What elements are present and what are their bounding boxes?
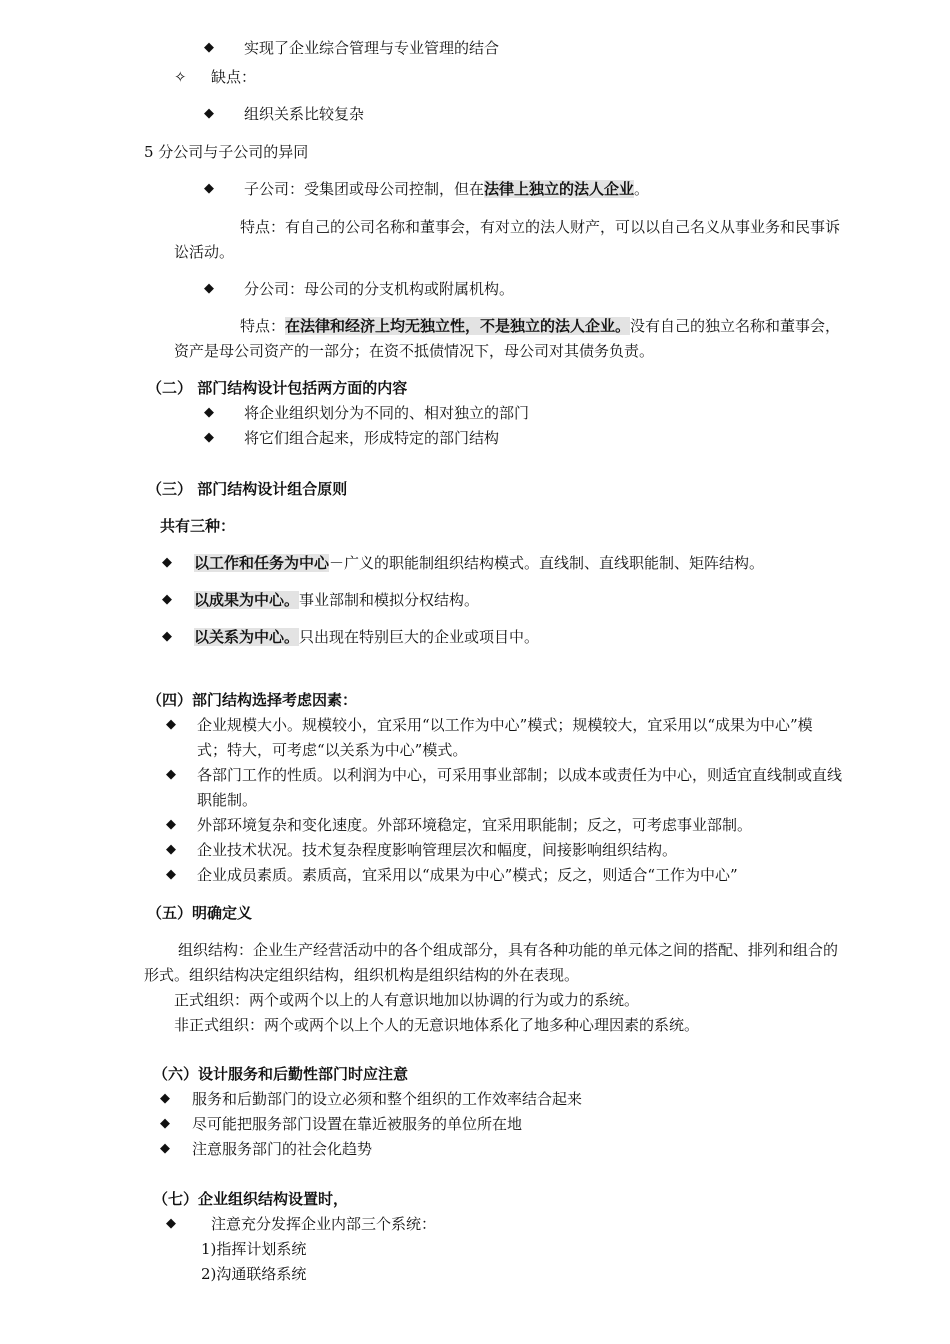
- bullet-icon: ◆: [160, 1091, 170, 1106]
- section-lead: 注意充分发挥企业内部三个系统：: [211, 1215, 437, 1233]
- branch-definition: 分公司：母公司的分支机构或附属机构。: [244, 280, 515, 298]
- principle-text: 只出现在特别巨大的企业或项目中。: [299, 628, 540, 646]
- principle-text: －广义的职能制组织结构模式。直线制、直线职能制、矩阵结构。: [329, 554, 765, 572]
- list-item: 尽可能把服务部门设置在靠近被服务的单位所在地: [192, 1115, 523, 1133]
- list-item: 注意服务部门的社会化趋势: [192, 1140, 373, 1158]
- principle-item: [194, 627, 539, 647]
- factor-line1: 外部环境复杂和变化速度。外部环境稳定，宜采用职能制；反之，可考虑事业部制。: [197, 816, 753, 834]
- system-item: 1)指挥计划系统: [201, 1240, 307, 1258]
- list-item: 实现了企业综合管理与专业管理的结合: [244, 39, 500, 57]
- list-item: 服务和后勤部门的设立必须和整个组织的工作效率结合起来: [192, 1090, 583, 1108]
- definition-line2: 形式。组织结构决定组织结构，组织机构是组织结构的外在表现。: [144, 966, 580, 984]
- factor-line1: 企业技术状况。技术复杂程度影响管理层次和幅度，间接影响组织结构。: [197, 841, 678, 859]
- factor-line1: 各部门工作的性质。以利润为中心，可采用事业部制；以成本或责任为中心，则适宜直线制或直线: [197, 766, 843, 784]
- principle-text: 事业部制和模拟分权结构。: [299, 591, 480, 609]
- bullet-icon: ◆: [162, 555, 172, 570]
- definition-line1: 组织结构：企业生产经营活动中的各个组成部分，具有各种功能的单元体之间的搭配、排列和组合的: [178, 941, 839, 959]
- bullet-icon: ◆: [162, 629, 172, 644]
- bullet-icon: ◆: [166, 1216, 176, 1231]
- bullet-icon: ◆: [204, 181, 214, 196]
- bullet-icon: ◆: [160, 1116, 170, 1131]
- subsidiary-text-a: 子公司：受集团或母公司控制，但在: [244, 180, 485, 198]
- subsidiary-text-b: 。: [634, 180, 650, 198]
- highlighted-phrase: 以工作和任务为中心: [194, 554, 330, 572]
- bullet-icon: ◆: [204, 106, 214, 121]
- subsidiary-feature-line1: 特点：有自己的公司名称和董事会，有对立的法人财产，可以以自己名义从事业务和民事诉: [240, 218, 841, 236]
- bullet-icon: ◆: [166, 717, 176, 732]
- bullet-icon: ◆: [204, 40, 214, 55]
- section-title: （四）部门结构选择考虑因素：: [147, 691, 358, 709]
- bullet-icon: ◆: [166, 767, 176, 782]
- definition-informal: 非正式组织：两个或两个以上个人的无意识地体系化了地多种心理因素的系统。: [174, 1016, 700, 1034]
- star-bullet-icon: ✧: [174, 68, 187, 86]
- bullet-icon: ◆: [204, 281, 214, 296]
- definition-formal: 正式组织：两个或两个以上的人有意识地加以协调的行为或力的系统。: [174, 991, 640, 1009]
- subsidiary-definition: [244, 179, 649, 199]
- principle-item: [194, 590, 479, 610]
- section-lead: 共有三种：: [160, 517, 236, 535]
- principle-item: [194, 553, 764, 573]
- factor-line2: 职能制。: [197, 791, 258, 809]
- branch-feature-line2: 资产是母公司资产的一部分；在资不抵债情况下，母公司对其债务负责。: [174, 342, 655, 360]
- section-title: （七）企业组织结构设置时，: [153, 1190, 349, 1208]
- bullet-icon: ◆: [166, 867, 176, 882]
- bullet-icon: ◆: [162, 592, 172, 607]
- factor-line2: 式；特大，可考虑“以关系为中心”模式。: [197, 741, 468, 759]
- bullet-icon: ◆: [204, 405, 214, 420]
- section-title: （五）明确定义: [147, 904, 253, 922]
- bullet-icon: ◆: [166, 817, 176, 832]
- section-title: （三） 部门结构设计组合原则: [147, 480, 348, 498]
- list-item: 将企业组织划分为不同的、相对独立的部门: [244, 404, 530, 422]
- list-item: 将它们组合起来，形成特定的部门结构: [244, 429, 500, 447]
- subsidiary-feature-line2: 讼活动。: [174, 243, 235, 261]
- bullet-icon: ◆: [166, 842, 176, 857]
- highlighted-phrase: 法律上独立的法人企业: [484, 180, 635, 198]
- system-item: 2)沟通联络系统: [201, 1265, 307, 1283]
- branch-feature-a: 特点：: [240, 317, 286, 335]
- cons-label: 缺点：: [211, 68, 257, 86]
- highlighted-phrase: 在法律和经济上均无独立性，不是独立的法人企业。: [285, 317, 631, 335]
- section-title: 5 分公司与子公司的异同: [144, 143, 309, 161]
- highlighted-phrase: 以成果为中心。: [194, 591, 300, 609]
- factor-line1: 企业成员素质。素质高，宜采用以“成果为中心”模式；反之，则适合“工作为中心”: [197, 866, 738, 884]
- highlighted-phrase: 以关系为中心。: [194, 628, 300, 646]
- branch-feature-b: 没有自己的独立名称和董事会，: [630, 317, 841, 335]
- bullet-icon: ◆: [160, 1141, 170, 1156]
- section-title: （六）设计服务和后勤性部门时应注意: [153, 1065, 409, 1083]
- bullet-icon: ◆: [204, 430, 214, 445]
- list-item: 组织关系比较复杂: [244, 105, 365, 123]
- factor-line1: 企业规模大小。规模较小，宜采用“以工作为中心”模式；规模较大，宜采用以“成果为中心”模: [197, 716, 813, 734]
- branch-feature-line1: [240, 316, 840, 336]
- section-title: （二） 部门结构设计包括两方面的内容: [147, 379, 408, 397]
